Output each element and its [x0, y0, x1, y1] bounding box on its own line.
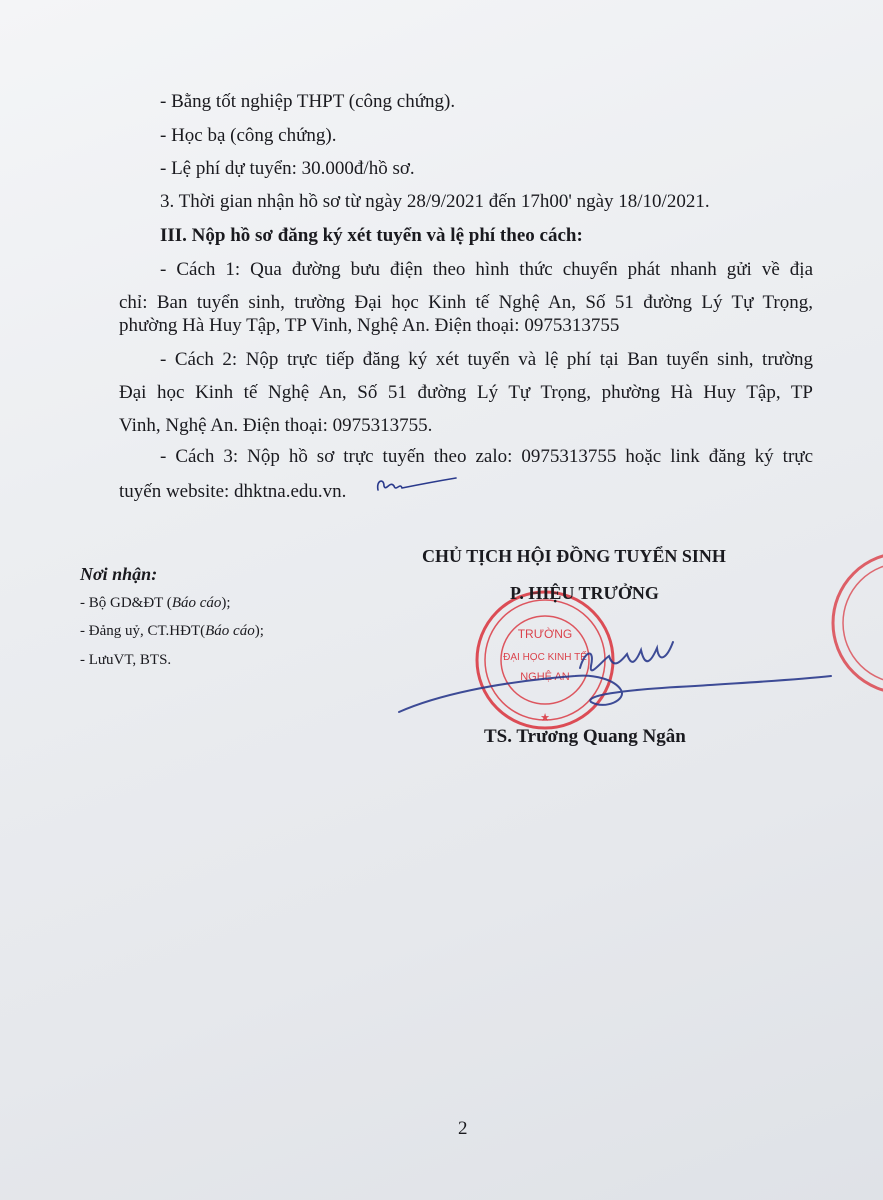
- stamp-line-3: NGHỆ AN: [520, 671, 570, 683]
- recipient-ministry: - Bộ GD&ĐT (Báo cáo);: [80, 595, 231, 611]
- signer-name: TS. Trương Quang Ngân: [484, 726, 686, 747]
- stamp-star-icon: ★: [540, 711, 550, 724]
- signer-title-2: P. HIỆU TRƯỞNG: [510, 583, 659, 603]
- requirement-fee: - Lệ phí dự tuyển: 30.000đ/hồ sơ.: [160, 158, 415, 179]
- section-heading: III. Nộp hồ sơ đăng ký xét tuyển và lệ phí theo cách:: [160, 225, 583, 246]
- page-number: 2: [458, 1118, 468, 1139]
- recipient-archive: - LưuVT, BTS.: [80, 652, 172, 668]
- requirement-diploma: - Bằng tốt nghiệp THPT (công chứng).: [160, 91, 456, 112]
- way3-line2: tuyến website: dhktna.edu.vn.: [119, 481, 347, 502]
- recipient-party: - Đảng uỷ, CT.HĐT(Báo cáo);: [80, 623, 264, 639]
- way2-line1: - Cách 2: Nộp trực tiếp đăng ký xét tuyển và lệ phí tại Ban tuyển sinh, trường: [160, 349, 813, 370]
- recipients-heading: Nơi nhận:: [80, 564, 158, 584]
- signer-title-1: CHỦ TỊCH HỘI ĐỒNG TUYỂN SINH: [422, 546, 726, 566]
- stamp-line-2: ĐẠI HỌC KINH TẾ: [503, 652, 587, 663]
- partial-stamp: [828, 548, 883, 698]
- initial-mark: [372, 472, 462, 498]
- requirement-transcript: - Học bạ (công chứng).: [160, 125, 337, 146]
- handwritten-signature: [395, 620, 835, 720]
- way2-line3: Vinh, Nghệ An. Điện thoại: 0975313755.: [119, 415, 433, 436]
- way1-line3: phường Hà Huy Tập, TP Vinh, Nghệ An. Điện thoại: 0975313755: [119, 315, 620, 336]
- way1-line1: - Cách 1: Qua đường bưu điện theo hình thức chuyển phát nhanh gửi về địa: [160, 259, 813, 280]
- way3-line1: - Cách 3: Nộp hồ sơ trực tuyến theo zalo: 0975313755 hoặc link đăng ký trực: [160, 446, 813, 467]
- way2-line2: Đại học Kinh tế Nghệ An, Số 51 đường Lý Tự Trọng, phường Hà Huy Tập, TP: [119, 382, 813, 403]
- stamp-line-1: TRƯỜNG: [517, 627, 573, 641]
- way1-line2: chỉ: Ban tuyển sinh, trường Đại học Kinh tế Nghệ An, Số 51 đường Lý Tự Trọng,: [119, 292, 813, 313]
- submission-period: 3. Thời gian nhận hồ sơ từ ngày 28/9/2021 đến 17h00' ngày 18/10/2021.: [160, 191, 710, 212]
